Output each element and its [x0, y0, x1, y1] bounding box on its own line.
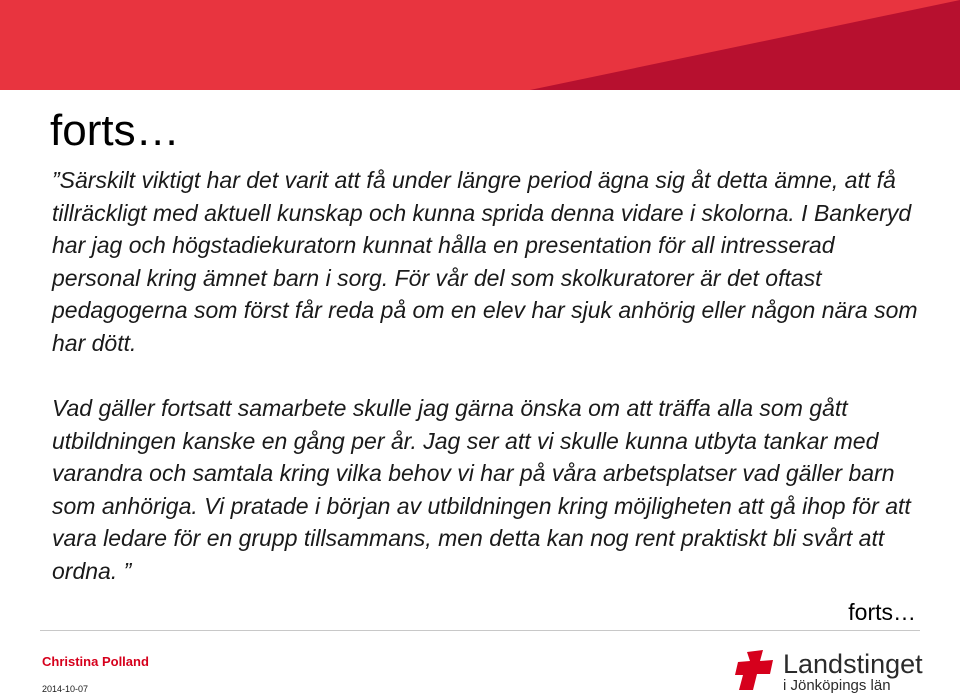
red-cross-icon — [733, 648, 777, 692]
quote-paragraph-2: Vad gäller fortsatt samarbete skulle jag gärna önska om att träffa alla som gått utbildningen kanske en gång per år. Jag ser att vi skulle kunna utbyta tankar med varandra och samtala kring vilka behov vi har på våra arbetsplatser vad gäller barn som anhöriga. Vi pratade i början av utbildningen kring möjligheten att gå ihop för att vara ledare för en grupp tillsammans, men detta kan nog rent praktiskt bli svårt att ordna. ” — [52, 395, 911, 584]
footer-divider — [40, 630, 920, 631]
logo-subtitle: i Jönköpings län — [783, 677, 891, 694]
quote-block — [52, 164, 922, 587]
landstinget-logo — [733, 646, 933, 696]
continue-label: forts… — [848, 599, 916, 625]
top-banner — [0, 0, 960, 90]
quote-paragraph-1: ”Särskilt viktigt har det varit att få under längre period ägna sig åt detta ämne, att få tillräckligt med aktuell kunskap och kunna sprida denna vidare i skolorna. I Bankeryd har jag och högstadiekuratorn kunnat hålla en presentation för all intresserad personal kring ämnet barn i sorg. För vår del som skolkuratorer är det oftast pedagogerna som först får reda på om en elev har sjuk anhörig eller någon nära som har dött. — [52, 167, 918, 356]
author-name: Christina Polland — [42, 654, 149, 669]
slide-title: forts… — [50, 106, 180, 155]
logo-name: Landstinget — [783, 649, 923, 679]
slide-date: 2014-10-07 — [42, 684, 89, 694]
